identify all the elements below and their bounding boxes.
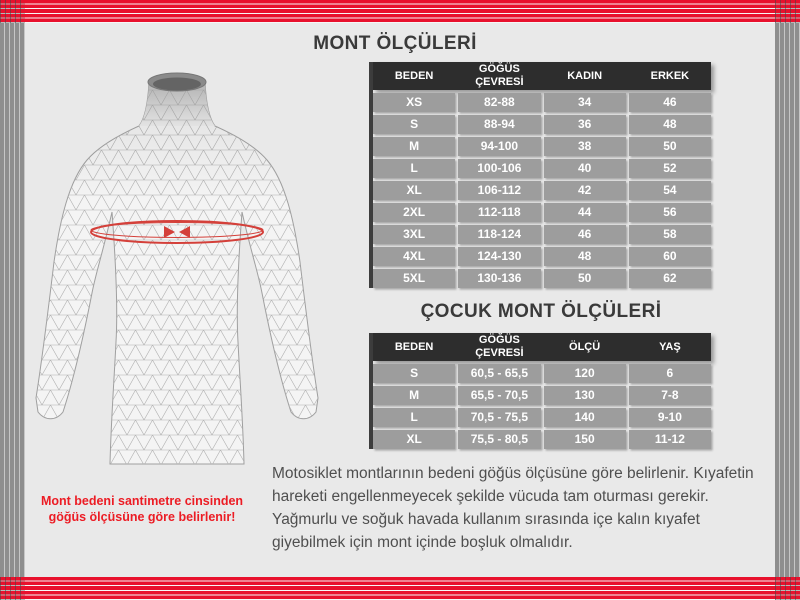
column-header: BEDEN (394, 340, 434, 353)
table-cell: M (373, 137, 455, 156)
column-header: ERKEK (650, 69, 690, 82)
table-header-row (373, 62, 711, 90)
table-cell: 54 (629, 181, 711, 200)
table-cell: 48 (544, 247, 626, 266)
left-stripe-band (0, 23, 25, 577)
table-cell: 48 (629, 115, 711, 134)
table-cell: 118-124 (458, 225, 540, 244)
table-cell: 5XL (373, 269, 455, 288)
table-cell: 36 (544, 115, 626, 134)
table-cell: 88-94 (458, 115, 540, 134)
table-cell: M (373, 386, 455, 405)
table-row (373, 430, 711, 449)
table-cell: 112-118 (458, 203, 540, 222)
corner-pattern-bottom-left (0, 577, 25, 600)
table-row (373, 159, 711, 178)
table-cell: XL (373, 430, 455, 449)
table-cell: 9-10 (629, 408, 711, 427)
table-cell: XL (373, 181, 455, 200)
corner-pattern-top-right (775, 0, 800, 23)
table-row (373, 364, 711, 383)
top-stripe-band (0, 0, 800, 23)
table-row (373, 247, 711, 266)
column-header: GÖĞÜS ÇEVRESİ (475, 63, 524, 89)
column-header: ÖLÇÜ (569, 340, 601, 353)
neck-opening-inner (153, 78, 201, 91)
table-cell: 58 (629, 225, 711, 244)
table-cell: 56 (629, 203, 711, 222)
table-cell: 34 (544, 93, 626, 112)
table-row (373, 203, 711, 222)
table-cell: 44 (544, 203, 626, 222)
table-cell: 62 (629, 269, 711, 288)
mannequin-svg (25, 60, 330, 465)
table-cell: XS (373, 93, 455, 112)
table-cell: 100-106 (458, 159, 540, 178)
column-header: YAŞ (659, 340, 681, 353)
table-cell: 70,5 - 75,5 (458, 408, 540, 427)
table-cell: 38 (544, 137, 626, 156)
table-cell: 2XL (373, 203, 455, 222)
table-cell: 50 (629, 137, 711, 156)
table-cell: 94-100 (458, 137, 540, 156)
adult-table-title: MONT ÖLÇÜLERİ (313, 33, 477, 54)
column-header: BEDEN (394, 69, 434, 82)
table-cell: 140 (544, 408, 626, 427)
table-cell: 130-136 (458, 269, 540, 288)
table-cell: S (373, 364, 455, 383)
adult-size-table (369, 62, 711, 288)
table-cell: 130 (544, 386, 626, 405)
table-row (373, 269, 711, 288)
table-cell: 11-12 (629, 430, 711, 449)
table-cell: L (373, 408, 455, 427)
size-description: Motosiklet montlarının bedeni göğüs ölçüsüne göre belirlenir. Kıyafetin hareketi engellenmeyecek şekilde vücuda tam oturması gerekir. Yağmurlu ve soğuk havada kullanım sırasında içe kalın kıyafet giyebilmek için mont içinde boşluk olmalıdır. (272, 465, 754, 551)
table-cell: L (373, 159, 455, 178)
table-cell: 46 (629, 93, 711, 112)
table-cell: 75,5 - 80,5 (458, 430, 540, 449)
table-cell: 52 (629, 159, 711, 178)
table-cell: 106-112 (458, 181, 540, 200)
table-row (373, 93, 711, 112)
table-cell: 6 (629, 364, 711, 383)
corner-pattern-top-left (0, 0, 25, 23)
table-cell: 124-130 (458, 247, 540, 266)
table-header-row (373, 333, 711, 361)
column-header: KADIN (567, 69, 603, 82)
table-cell: 42 (544, 181, 626, 200)
table-row (373, 137, 711, 156)
bottom-stripe-band (0, 577, 800, 600)
table-cell: 60,5 - 65,5 (458, 364, 540, 383)
child-size-table (369, 333, 711, 449)
table-cell: 4XL (373, 247, 455, 266)
table-cell: 40 (544, 159, 626, 178)
table-cell: 46 (544, 225, 626, 244)
body-shading (25, 60, 330, 465)
table-cell: 65,5 - 70,5 (458, 386, 540, 405)
size-note: Mont bedeni santimetre cinsinden göğüs ölçüsüne göre belirlenir! (40, 494, 244, 524)
table-cell: S (373, 115, 455, 134)
table-cell: 120 (544, 364, 626, 383)
corner-pattern-bottom-right (775, 577, 800, 600)
table-row (373, 181, 711, 200)
table-cell: 50 (544, 269, 626, 288)
table-cell: 3XL (373, 225, 455, 244)
table-row (373, 386, 711, 405)
table-cell: 7-8 (629, 386, 711, 405)
column-header: GÖĞÜS ÇEVRESİ (475, 334, 524, 360)
table-cell: 150 (544, 430, 626, 449)
right-stripe-band (775, 23, 800, 577)
table-cell: 60 (629, 247, 711, 266)
table-row (373, 408, 711, 427)
table-row (373, 225, 711, 244)
child-table-title: ÇOCUK MONT ÖLÇÜLERİ (420, 301, 662, 322)
table-row (373, 115, 711, 134)
table-cell: 82-88 (458, 93, 540, 112)
chest-measurement-figure (25, 60, 330, 465)
